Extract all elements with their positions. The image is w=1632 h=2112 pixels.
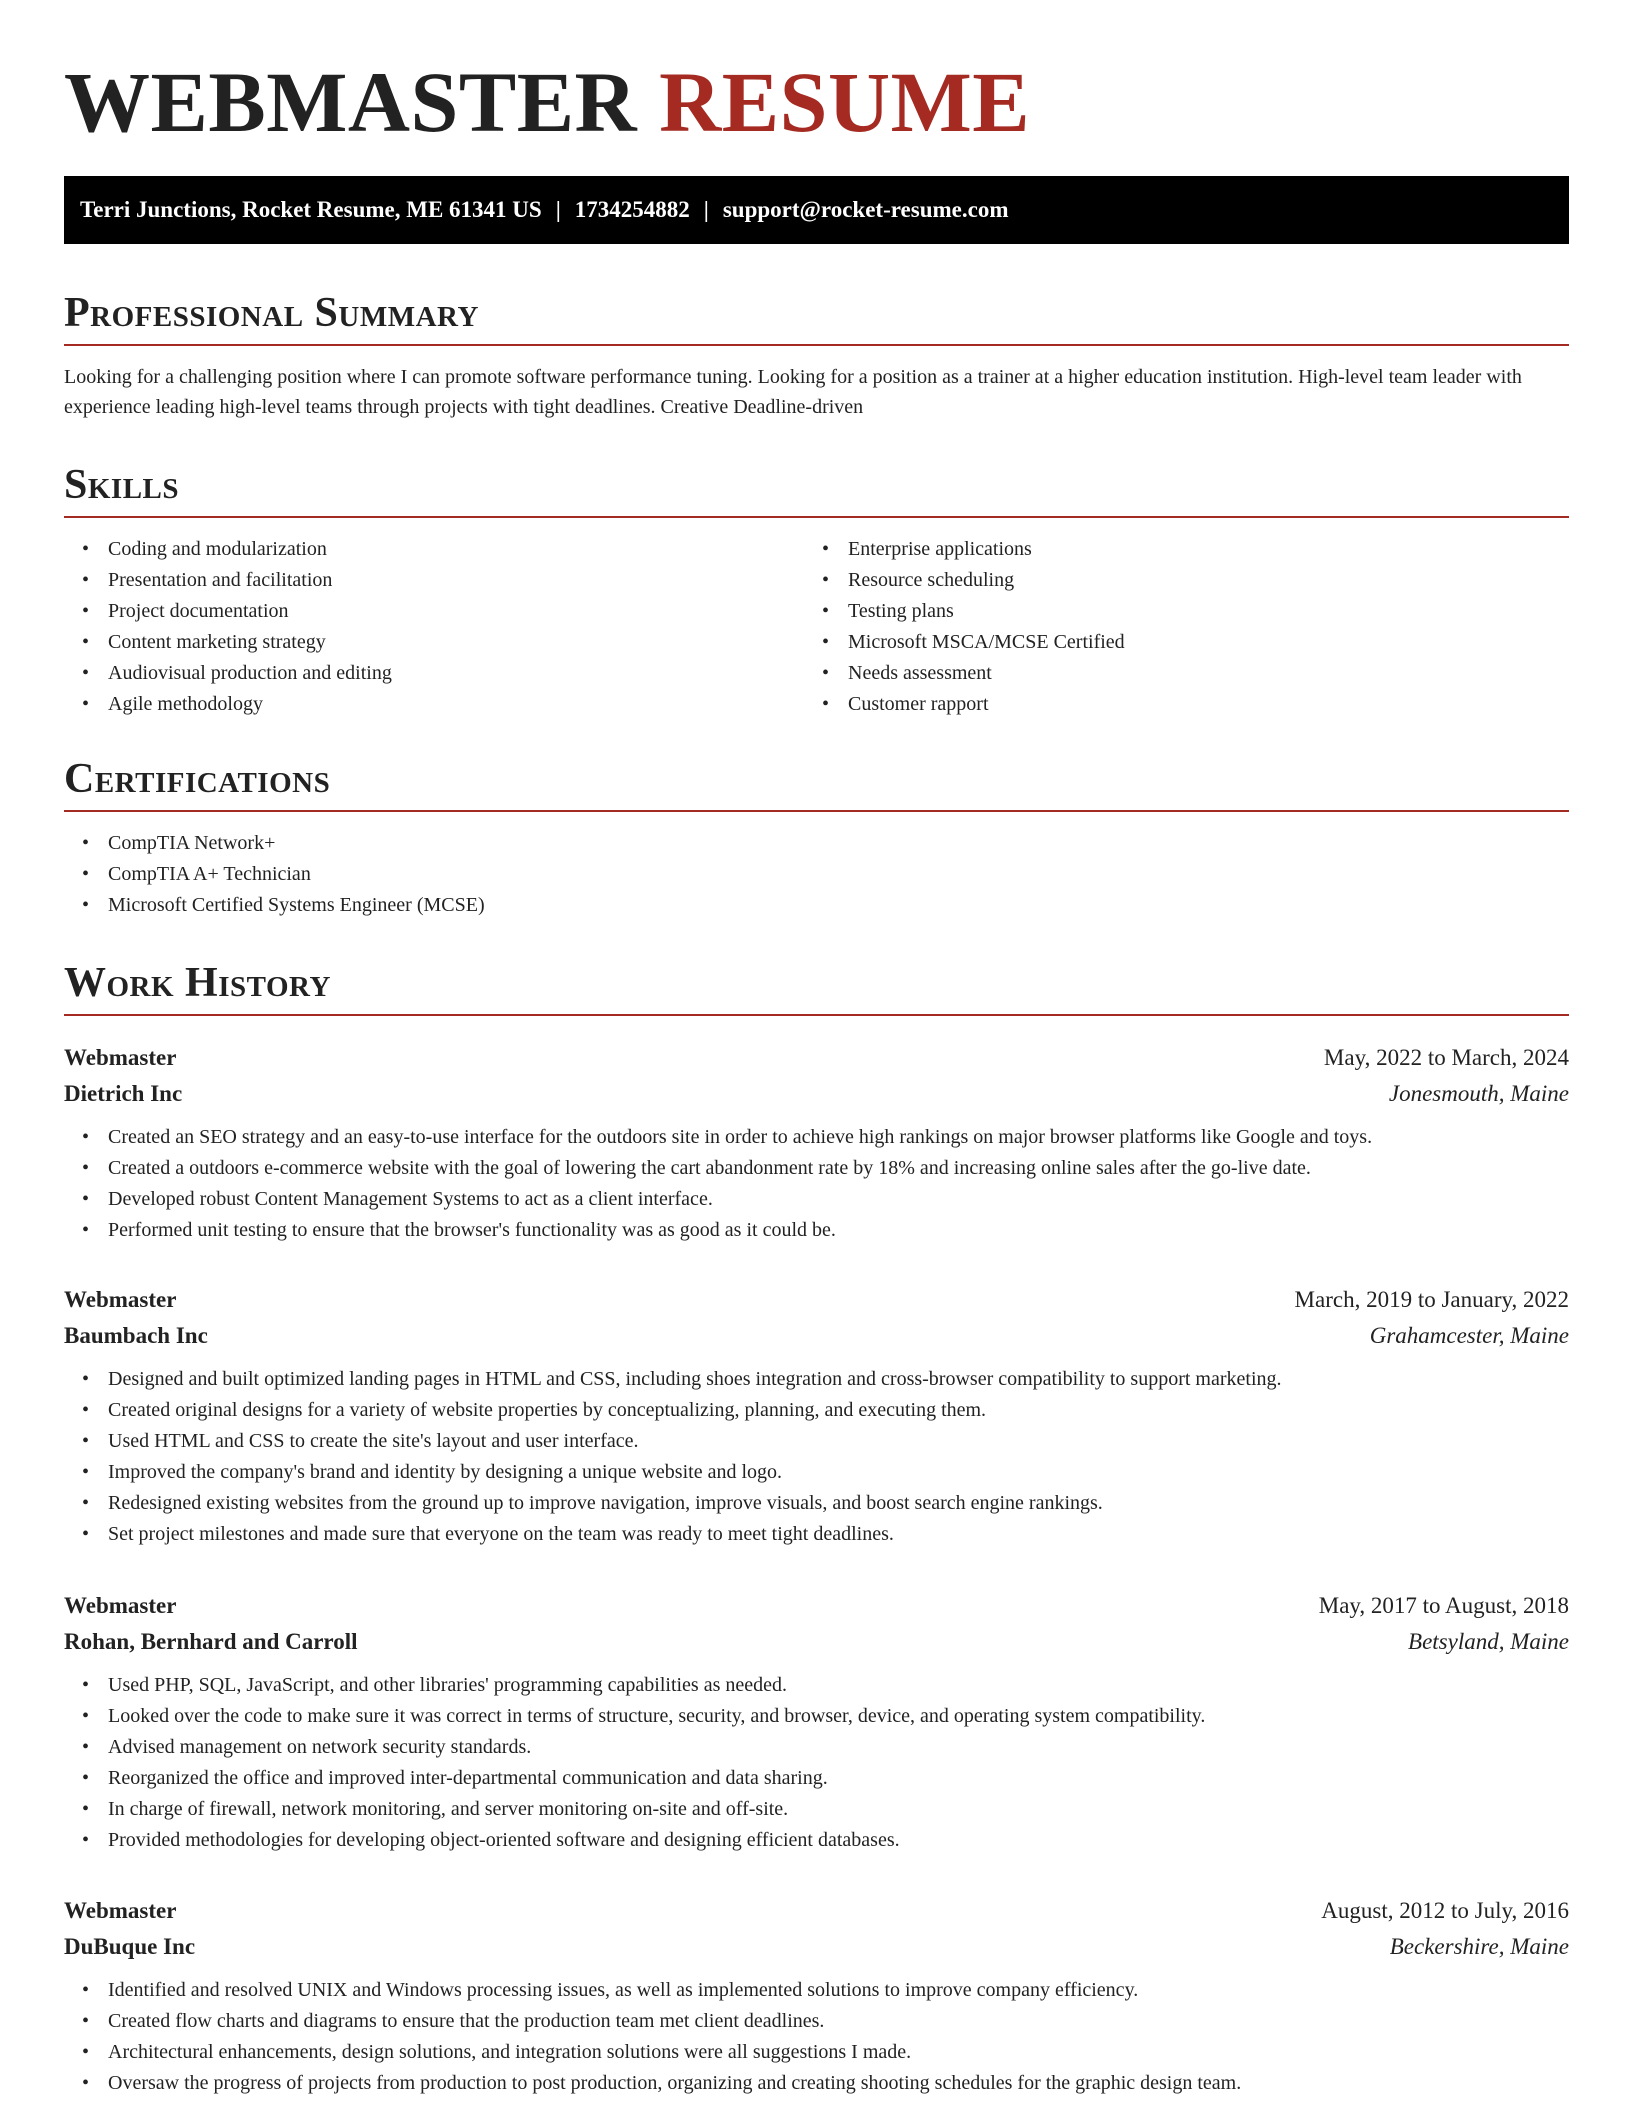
job-header-row — [64, 1282, 1569, 1318]
skill-item: • Resource scheduling — [848, 565, 1544, 596]
job-bullets — [64, 1122, 1569, 1246]
job-bullet: • Provided methodologies for developing object-oriented software and designing efficient databases. — [108, 1825, 1569, 1856]
job-bullet: • In charge of firewall, network monitoring, and server monitoring on-site and off-site. — [108, 1794, 1569, 1825]
job-bullet: • Advised management on network security standards. — [108, 1732, 1569, 1763]
section-divider — [64, 810, 1569, 812]
job-bullet: • Designed and built optimized landing pages in HTML and CSS, including shoes integration and cross-browser compatibility to support marketing. — [108, 1364, 1569, 1395]
skills-list-right — [804, 534, 1544, 720]
skill-item: • Presentation and facilitation — [108, 565, 804, 596]
resume-title — [64, 52, 1030, 152]
section-divider — [64, 516, 1569, 518]
job-location: Grahamcester, Maine — [1369, 1323, 1569, 1348]
job-bullet: • Reorganized the office and improved inter-departmental communication and data sharing. — [108, 1763, 1569, 1794]
skills-columns — [64, 534, 1569, 720]
summary-section — [64, 284, 1569, 422]
work-history-section — [64, 954, 1569, 1016]
title-word-webmaster: WEBMASTER — [64, 54, 638, 150]
skill-item: • Microsoft MSCA/MCSE Certified — [848, 627, 1544, 658]
job-location: Beckershire, Maine — [1389, 1934, 1569, 1959]
job-header-row — [64, 1040, 1569, 1076]
job-dates: August, 2012 to July, 2016 — [1321, 1898, 1569, 1923]
job-bullet: • Created flow charts and diagrams to ensure that the production team met client deadlines. — [108, 2006, 1569, 2037]
skills-section — [64, 456, 1569, 720]
job-bullet: • Looked over the code to make sure it was correct in terms of structure, security, and browser, device, and operating system compatibility. — [108, 1701, 1569, 1732]
skill-item: • Project documentation — [108, 596, 804, 627]
certification-item: • CompTIA A+ Technician — [108, 859, 1569, 890]
job-title: Webmaster — [64, 1045, 177, 1070]
job-entry — [64, 1282, 1569, 1550]
job-bullet: • Improved the company's brand and identity by designing a unique website and logo. — [108, 1457, 1569, 1488]
job-entry — [64, 1588, 1569, 1856]
job-company: DuBuque Inc — [64, 1934, 196, 1959]
section-divider — [64, 344, 1569, 346]
contact-phone: 1734254882 — [574, 197, 690, 222]
skill-item: • Testing plans — [848, 596, 1544, 627]
job-bullet: • Created an SEO strategy and an easy-to-use interface for the outdoors site in order to achieve high rankings on major browser platforms like Google and toys. — [108, 1122, 1569, 1153]
job-dates: May, 2017 to August, 2018 — [1318, 1593, 1569, 1618]
job-bullets — [64, 1364, 1569, 1550]
skill-item: • Customer rapport — [848, 689, 1544, 720]
job-entry — [64, 1040, 1569, 1246]
skills-list-left — [64, 534, 804, 720]
job-bullets — [64, 1670, 1569, 1856]
job-bullet: • Identified and resolved UNIX and Windows processing issues, as well as implemented solutions to improve company efficiency. — [108, 1975, 1569, 2006]
job-dates: May, 2022 to March, 2024 — [1323, 1045, 1569, 1070]
contact-separator: | — [555, 197, 561, 222]
skill-item: • Content marketing strategy — [108, 627, 804, 658]
job-company-row — [64, 1624, 1569, 1660]
skill-item: • Agile methodology — [108, 689, 804, 720]
job-company-row — [64, 1929, 1569, 1965]
job-title: Webmaster — [64, 1898, 177, 1923]
job-location: Betsyland, Maine — [1408, 1629, 1569, 1654]
job-bullet: • Architectural enhancements, design solutions, and integration solutions were all suggestions I made. — [108, 2037, 1569, 2068]
work-history-heading: Work History — [64, 960, 331, 1006]
job-entry — [64, 1893, 1569, 2099]
summary-text: Looking for a challenging position where I can promote software performance tuning. Looking for a position as a trainer at a higher education institution. High-level team leader with experience leading high-level teams through projects with tight deadlines. Creative Deadline-driven — [64, 366, 1522, 418]
skill-item: • Enterprise applications — [848, 534, 1544, 565]
contact-email: support@rocket-resume.com — [722, 197, 1009, 222]
job-location: Jonesmouth, Maine — [1388, 1081, 1569, 1106]
job-bullet: • Used HTML and CSS to create the site's layout and user interface. — [108, 1426, 1569, 1457]
job-header-row — [64, 1588, 1569, 1624]
job-header-row — [64, 1893, 1569, 1929]
skills-heading: Skills — [64, 462, 180, 508]
job-bullet: • Set project milestones and made sure that everyone on the team was ready to meet tight deadlines. — [108, 1519, 1569, 1550]
job-bullet: • Redesigned existing websites from the ground up to improve navigation, improve visuals, and boost search engine rankings. — [108, 1488, 1569, 1519]
section-divider — [64, 1014, 1569, 1016]
contact-separator: | — [703, 197, 709, 222]
certification-item: • Microsoft Certified Systems Engineer (MCSE) — [108, 890, 1569, 921]
job-company-row — [64, 1076, 1569, 1112]
title-word-resume: RESUME — [659, 54, 1031, 150]
skills-column-right — [804, 534, 1544, 720]
job-bullet: • Performed unit testing to ensure that the browser's functionality was as good as it could be. — [108, 1215, 1569, 1246]
job-title: Webmaster — [64, 1593, 177, 1618]
certifications-list — [64, 828, 1569, 921]
job-bullet: • Created original designs for a variety of website properties by conceptualizing, planning, and executing them. — [108, 1395, 1569, 1426]
job-bullet: • Created a outdoors e-commerce website with the goal of lowering the cart abandonment rate by 18% and increasing online sales after the go-live date. — [108, 1153, 1569, 1184]
skill-item: • Needs assessment — [848, 658, 1544, 689]
job-title: Webmaster — [64, 1287, 177, 1312]
job-company-row — [64, 1318, 1569, 1354]
job-bullet: • Developed robust Content Management Systems to act as a client interface. — [108, 1184, 1569, 1215]
job-bullet: • Oversaw the progress of projects from production to post production, organizing and creating shooting schedules for the graphic design team. — [108, 2068, 1569, 2099]
contact-bar — [64, 176, 1569, 244]
job-company: Dietrich Inc — [64, 1081, 183, 1106]
contact-address: Terri Junctions, Rocket Resume, ME 61341 US — [80, 197, 542, 222]
certifications-heading: Certifications — [64, 756, 331, 802]
skills-column-left — [64, 534, 804, 720]
job-bullets — [64, 1975, 1569, 2099]
summary-heading: Professional Summary — [64, 290, 479, 336]
skill-item: • Audiovisual production and editing — [108, 658, 804, 689]
certification-item: • CompTIA Network+ — [108, 828, 1569, 859]
job-bullet: • Used PHP, SQL, JavaScript, and other libraries' programming capabilities as needed. — [108, 1670, 1569, 1701]
job-company: Baumbach Inc — [64, 1323, 208, 1348]
skill-item: • Coding and modularization — [108, 534, 804, 565]
job-company: Rohan, Bernhard and Carroll — [64, 1629, 358, 1654]
certifications-section — [64, 750, 1569, 921]
job-dates: March, 2019 to January, 2022 — [1294, 1287, 1569, 1312]
